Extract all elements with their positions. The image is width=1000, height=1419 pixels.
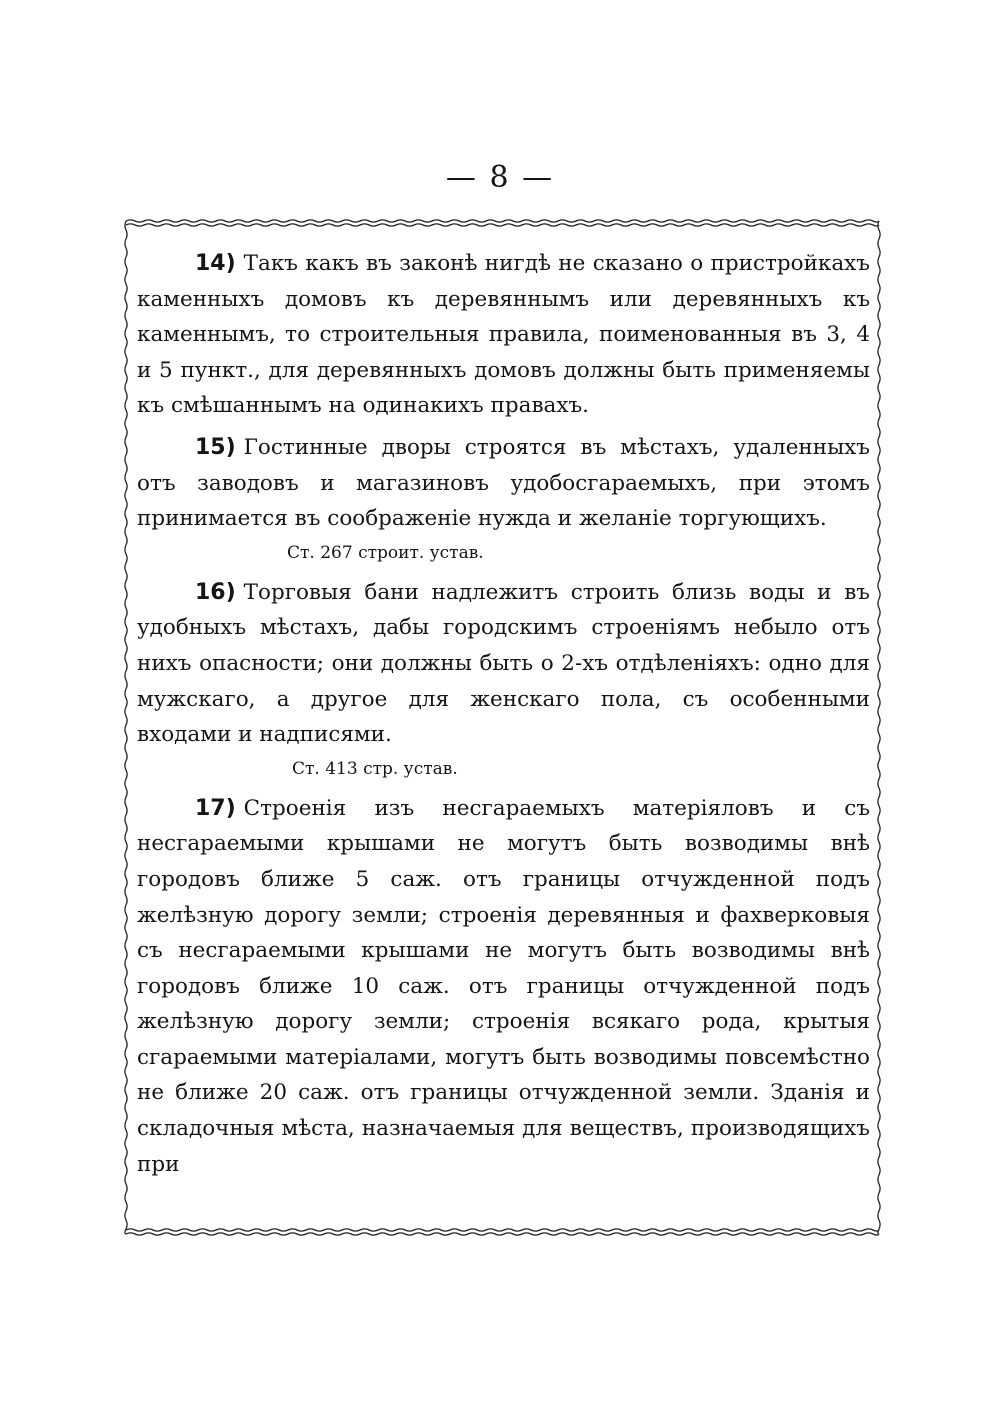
paragraph-17	[137, 791, 870, 1183]
frame-bottom-inner-line	[126, 1229, 879, 1231]
paragraph-14	[137, 246, 870, 424]
statute-reference: Ст. 413 стр. устав.	[292, 758, 458, 779]
paragraph-number: 15)	[195, 434, 236, 460]
frame-bottom-line	[126, 1233, 879, 1235]
paragraph-number: 14)	[195, 251, 236, 276]
page-body	[137, 246, 870, 1182]
paragraph-text: Строенія изъ несгараемыхъ матеріяловъ и съ несгараемыми крышами не могутъ быть возводимы внѣ городовъ ближе 5 саж. отъ границы отчужденной подъ желѣзную дорогу земли; строенія деревянныя и фахверковыя съ несгараемыми крышами не могутъ быть возводимы внѣ городовъ ближе 10 саж. отъ границы отчужденной подъ желѣзную дорогу земли; строенія всякаго рода, крытыя сгараемыми матеріалами, могутъ быть возводимы повсемѣстно не ближе 20 саж. отъ границы отчужденной земли. Зданія и складочныя мѣста, назначаемыя для веществъ, производящихъ при	[137, 795, 870, 1177]
paragraph-16	[137, 575, 870, 753]
page-number: — 8 —	[445, 160, 555, 195]
frame-right-line	[878, 221, 880, 1234]
frame-left-line	[125, 221, 127, 1234]
frame-top-line	[126, 220, 879, 222]
paragraph-number: 16)	[195, 579, 236, 605]
frame-top-inner-line	[126, 224, 879, 226]
paragraph-text: Гостинные дворы строятся въ мѣстахъ, удаленныхъ отъ заводовъ и магазиновъ удобосгараемыхъ, при этомъ принимается въ соображеніе нужда и желаніе торгующихъ.	[137, 434, 870, 532]
paragraph-15	[137, 430, 870, 537]
paragraph-text: Такъ какъ въ законѣ нигдѣ не сказано о пристройкахъ каменныхъ домовъ къ деревяннымъ или деревянныхъ къ каменнымъ, то строительныя правила, поименованныя въ 3, 4 и 5 пункт., для деревянныхъ домовъ должны быть применяемы къ смѣшаннымъ на одинакихъ правахъ.	[137, 251, 870, 419]
paragraph-number: 17)	[195, 795, 236, 821]
paragraph-text: Торговыя бани надлежитъ строить близь воды и въ удобныхъ мѣстахъ, дабы городскимъ строеніямъ небыло отъ нихъ опасности; они должны быть о 2-хъ отдѣленіяхъ: одно для мужскаго, а другое для женскаго пола, съ особенными входами и надписями.	[137, 579, 870, 748]
statute-reference: Ст. 267 строит. устав.	[287, 542, 484, 563]
